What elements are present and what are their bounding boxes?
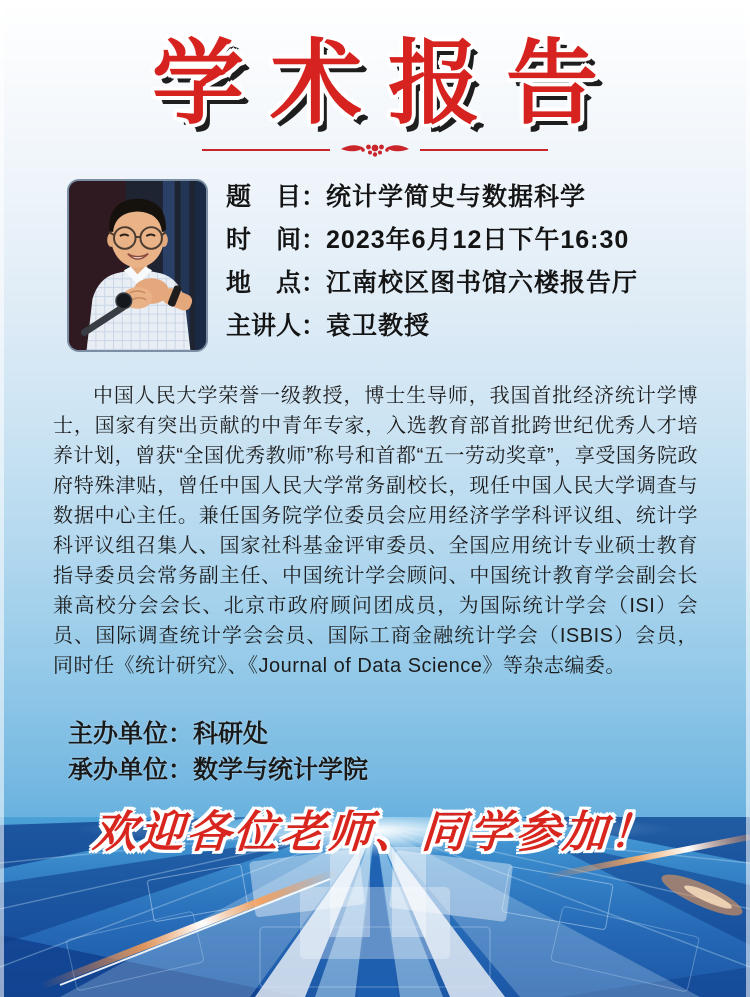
speaker-portrait-illustration — [69, 181, 206, 350]
organizer-value: 科研处 — [193, 720, 269, 748]
title-divider — [0, 140, 750, 160]
welcome-message: 欢迎各位老师、同学参加！ — [90, 808, 659, 857]
page-title: 学术报告 — [151, 33, 624, 135]
organizer-host — [68, 716, 368, 752]
detail-row-location — [226, 262, 638, 305]
detail-value: 统计学简史与数据科学 — [326, 183, 587, 211]
organizer-label: 承办单位： — [68, 756, 194, 784]
detail-value: 袁卫教授 — [326, 312, 431, 340]
detail-label: 题 目： — [226, 183, 327, 211]
event-details — [226, 176, 638, 348]
detail-value: 江南校区图书馆六楼报告厅 — [326, 269, 639, 297]
detail-value: 2023年6月12日下午16:30 — [326, 226, 630, 254]
organizers — [68, 716, 368, 788]
detail-row-speaker — [226, 305, 638, 348]
detail-label: 时 间： — [226, 226, 327, 254]
speaker-bio: 中国人民大学荣誉一级教授，博士生导师，我国首批经济统计学博士，国家有突出贡献的中青年专家，入选教育部首批跨世纪优秀人才培养计划，曾获“全国优秀教师”称号和首都“五一劳动奖章”，享受国务院政府特殊津贴，曾任中国人民大学常务副校长，现任中国人民大学调查与数据中心主任。兼任国务院学位委员会应用经济学学科评议组、统计学科评议组召集人、国家社科基金评审委员、全国应用统计专业硕士教育指导委员会常务副主任、中国统计学会顾问、中国统计教育学会副会长兼高校分会会长、北京市政府顾问团成员，为国际统计学会（ISI）会员、国际调查统计学会会员、国际工商金融统计学会（ISBIS）会员，同时任《统计研究》、《Journal of Data Science》等杂志编委。 — [53, 385, 698, 677]
page-edge-left — [0, 0, 4, 997]
divider-line-left — [202, 149, 330, 151]
detail-row-time — [226, 219, 638, 262]
divider-ornament-icon — [339, 141, 411, 159]
organizer-undertaker — [68, 752, 368, 788]
organizer-label: 主办单位： — [68, 720, 194, 748]
speaker-photo — [67, 179, 208, 352]
organizer-value: 数学与统计学院 — [193, 756, 369, 784]
divider-line-right — [420, 149, 548, 151]
page-edge-right — [746, 0, 750, 997]
detail-row-topic — [226, 176, 638, 219]
detail-label: 地 点： — [226, 269, 327, 297]
detail-label: 主讲人： — [226, 312, 327, 340]
